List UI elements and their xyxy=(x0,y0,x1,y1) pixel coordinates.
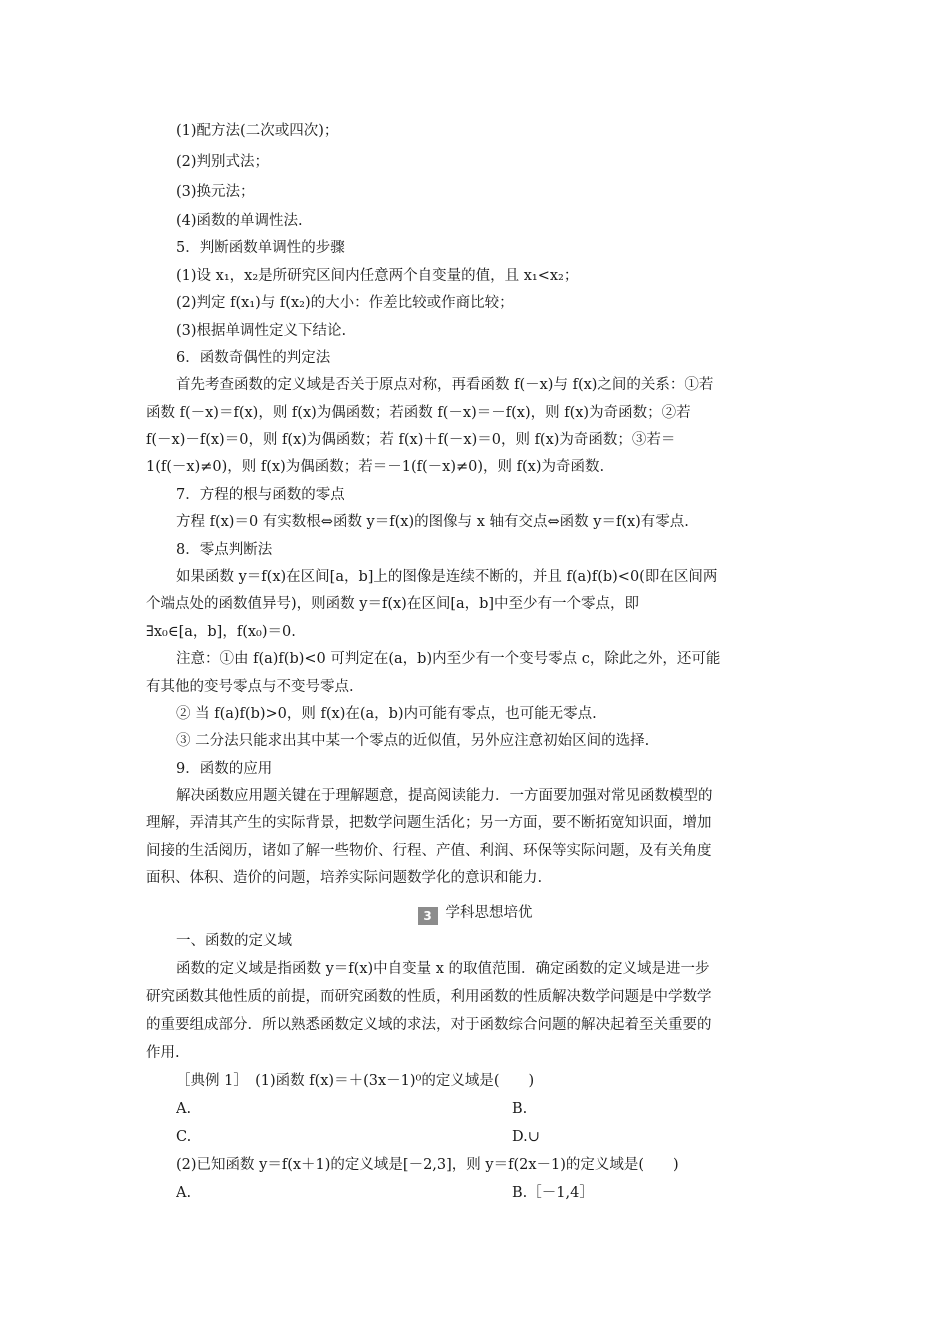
text-line: 有其他的变号零点与不变号零点. xyxy=(146,679,354,695)
text-line: f(－x)－f(x)＝0，则 f(x)为偶函数；若 f(x)＋f(－x)＝0，则 f(x)为奇函数；③若＝ xyxy=(146,432,676,448)
option-b: B. xyxy=(512,1101,528,1117)
text-line: (3)换元法； xyxy=(176,184,255,200)
text-line: 个端点处的函数值异号)，则函数 y＝f(x)在区间[a，b]中至少有一个零点，即 xyxy=(146,596,640,612)
example-question: (2)已知函数 y＝f(x＋1)的定义域是[－2,3]，则 y＝f(2x－1)的定义域是( ) xyxy=(176,1157,679,1173)
text-line: 方程 f(x)＝0 有实数根⇔函数 y＝f(x)的图像与 x 轴有交点⇔函数 y＝f(x)有零点. xyxy=(176,514,689,530)
text-line: 研究函数其他性质的前提，而研究函数的性质，利用函数的性质解决数学问题是中学数学 xyxy=(146,989,712,1005)
text-line: 首先考查函数的定义域是否关于原点对称，再看函数 f(－x)与 f(x)之间的关系：①若 xyxy=(176,377,714,393)
option-b: B.［－1,4］ xyxy=(512,1185,594,1201)
text-line: ③ 二分法只能求出其中某一个零点的近似值，另外应注意初始区间的选择. xyxy=(176,733,650,749)
section-title xyxy=(0,903,950,925)
text-line: 函数的定义域是指函数 y＝f(x)中自变量 x 的取值范围．确定函数的定义域是进一步 xyxy=(176,961,710,977)
text-line: 1(f(－x)≠0)，则 f(x)为偶函数；若＝－1(f(－x)≠0)，则 f(x)为奇函数. xyxy=(146,459,605,475)
option-c: C. xyxy=(176,1129,192,1145)
text-line: (1)配方法(二次或四次)； xyxy=(176,123,339,139)
text-line: (4)函数的单调性法. xyxy=(176,213,303,229)
text-line: 如果函数 y＝f(x)在区间[a，b]上的图像是连续不断的，并且 f(a)f(b)<0(即在区间两 xyxy=(176,569,718,585)
text-line: 面积、体积、造价的问题，培养实际问题数学化的意识和能力. xyxy=(146,870,543,886)
text-line: 间接的生活阅历，诸如了解一些物价、行程、产值、利润、环保等实际问题，及有关角度 xyxy=(146,843,712,859)
text-line: 理解，弄清其产生的实际背景，把数学问题生活化；另一方面，要不断拓宽知识面，增加 xyxy=(146,815,712,831)
option-d: D.∪ xyxy=(512,1129,540,1145)
heading: 9．函数的应用 xyxy=(176,761,273,777)
heading: 一、函数的定义域 xyxy=(176,933,292,949)
text-line: 的重要组成部分．所以熟悉函数定义域的求法，对于函数综合问题的解决起着至关重要的 xyxy=(146,1017,712,1033)
section-number-badge: 3 xyxy=(418,907,438,925)
heading: 8．零点判断法 xyxy=(176,542,273,558)
example-question: ［典例 1］ (1)函数 f(x)＝＋(3x－1)⁰的定义域是( ) xyxy=(176,1073,535,1089)
text-line: 函数 f(－x)＝f(x)，则 f(x)为偶函数；若函数 f(－x)＝－f(x)，则 f(x)为奇函数；②若 xyxy=(146,405,691,421)
section-title-text: 学科思想培优 xyxy=(445,905,533,921)
option-a: A. xyxy=(176,1185,192,1201)
text-line: (1)设 x₁，x₂是所研究区间内任意两个自变量的值，且 x₁<x₂； xyxy=(176,268,579,284)
text-line: (2)判别式法； xyxy=(176,154,270,170)
option-a: A. xyxy=(176,1101,192,1117)
text-line: 作用. xyxy=(146,1045,180,1061)
text-line: (2)判定 f(x₁)与 f(x₂)的大小：作差比较或作商比较； xyxy=(176,295,514,311)
text-line: (3)根据单调性定义下结论. xyxy=(176,323,347,339)
heading: 6．函数奇偶性的判定法 xyxy=(176,350,331,366)
heading: 7．方程的根与函数的零点 xyxy=(176,487,345,503)
text-line: ∃x₀∈[a，b]，f(x₀)＝0. xyxy=(146,624,296,640)
heading: 5．判断函数单调性的步骤 xyxy=(176,240,345,256)
text-line: ② 当 f(a)f(b)>0，则 f(x)在(a，b)内可能有零点，也可能无零点. xyxy=(176,706,597,722)
text-line: 解决函数应用题关键在于理解题意，提高阅读能力．一方面要加强对常见函数模型的 xyxy=(176,788,713,804)
text-line: 注意：①由 f(a)f(b)<0 可判定在(a，b)内至少有一个变号零点 c，除此之外，还可能 xyxy=(176,651,721,667)
